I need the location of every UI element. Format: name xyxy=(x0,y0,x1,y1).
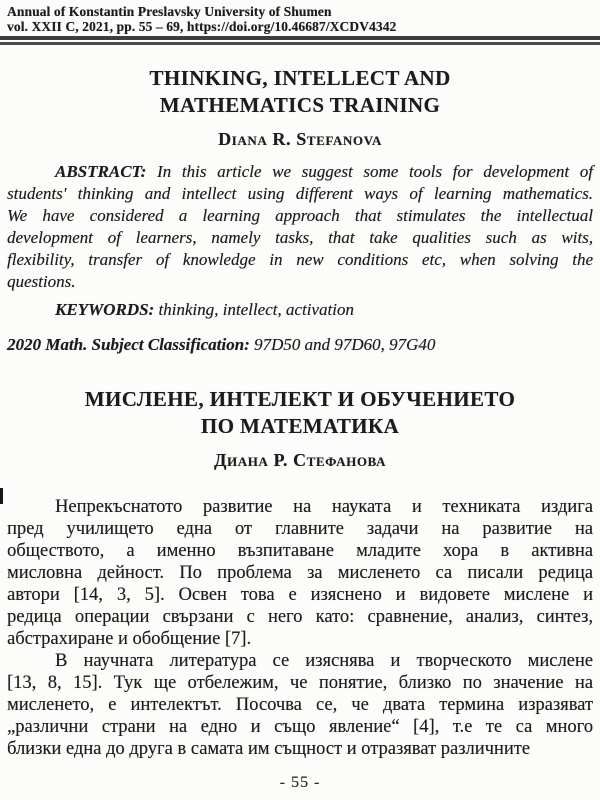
page-number: - 55 - xyxy=(279,774,321,791)
article-body xyxy=(7,496,593,760)
divider-bottom-line xyxy=(0,42,600,45)
text-line: абстрахиране и обобщение [7]. xyxy=(7,629,252,649)
classification-label: 2020 Math. Subject Classification: xyxy=(7,335,250,354)
text-line: „различни страни на едно и също явление“ [4], т.е те са много xyxy=(7,717,593,737)
body-paragraph-1 xyxy=(7,496,593,650)
text-line: [13, 8, 15]. Тук ще отбележим, че понятие, близко по значение на xyxy=(7,673,593,693)
keywords-label: KEYWORDS: xyxy=(55,300,155,319)
text-line: близки една до друга в самата им същност и отразяват различните xyxy=(7,739,531,759)
classification-line xyxy=(7,334,593,356)
journal-header xyxy=(7,4,593,34)
text-line: flexibility, transfer of knowledge in new conditions etc, when solving the xyxy=(7,250,593,269)
abstract-paragraph xyxy=(7,161,593,293)
text-line: мисловна дейност. По проблема за мисленето са писали редица xyxy=(7,563,593,583)
text-line: пред училището една от главните задачи на развитие на xyxy=(7,519,593,539)
abstract-label: ABSTRACT: xyxy=(55,162,147,181)
divider-top-line xyxy=(0,36,600,40)
text-line: Непрекъснатото развитие на науката и техниката издига xyxy=(55,497,593,517)
header-divider-rule xyxy=(0,36,600,45)
text-line: ABSTRACT: In this article we suggest some tools for development of xyxy=(55,162,593,181)
text-line: questions. xyxy=(7,272,76,291)
classification-text: 97D50 and 97D60, 97G40 xyxy=(249,335,436,354)
text-line: We have considered a learning approach that stimulates the intellectual xyxy=(7,206,593,225)
text-line: автори [14, 3, 5]. Освен това е изяснено и видовете мислене и xyxy=(7,585,593,605)
author-name-english: Diana R. Stefanova xyxy=(218,129,382,149)
keywords-line xyxy=(7,299,593,321)
text-line: В научната литература се изяснява и творческото мислене xyxy=(55,651,593,671)
author-name-bulgarian: Диана Р. Стефанова xyxy=(214,450,386,470)
journal-name: Annual of Konstantin Preslavsky University of Shumen xyxy=(7,4,332,19)
body-paragraph-2 xyxy=(7,650,593,760)
paper-title-english: THINKING, INTELLECT AND MATHEMATICS TRAINING xyxy=(149,66,451,117)
keywords-text: thinking, intellect, activation xyxy=(154,300,354,319)
scan-edge-artifact xyxy=(0,488,3,504)
text-line: мисленето, е интелектът. Посочва се, че двата термина изразяват xyxy=(7,695,593,715)
text-line: development of learners, namely tasks, that take qualities such as wits, xyxy=(7,228,593,247)
paper-title-bulgarian: МИСЛЕНЕ, ИНТЕЛЕКТ И ОБУЧЕНИЕТО ПО МАТЕМАТИКА xyxy=(84,387,516,438)
text-line: редица операции свързани с него като: сравнение, анализ, синтез, xyxy=(7,607,593,627)
journal-volume-doi: vol. XXII C, 2021, pp. 55 – 69, https://doi.org/10.46687/XCDV4342 xyxy=(7,19,397,34)
text-line: обществото, а именно възпитаване младите хора в активна xyxy=(7,541,593,561)
text-line: students' thinking and intellect using different ways of learning mathematics. xyxy=(7,184,593,203)
